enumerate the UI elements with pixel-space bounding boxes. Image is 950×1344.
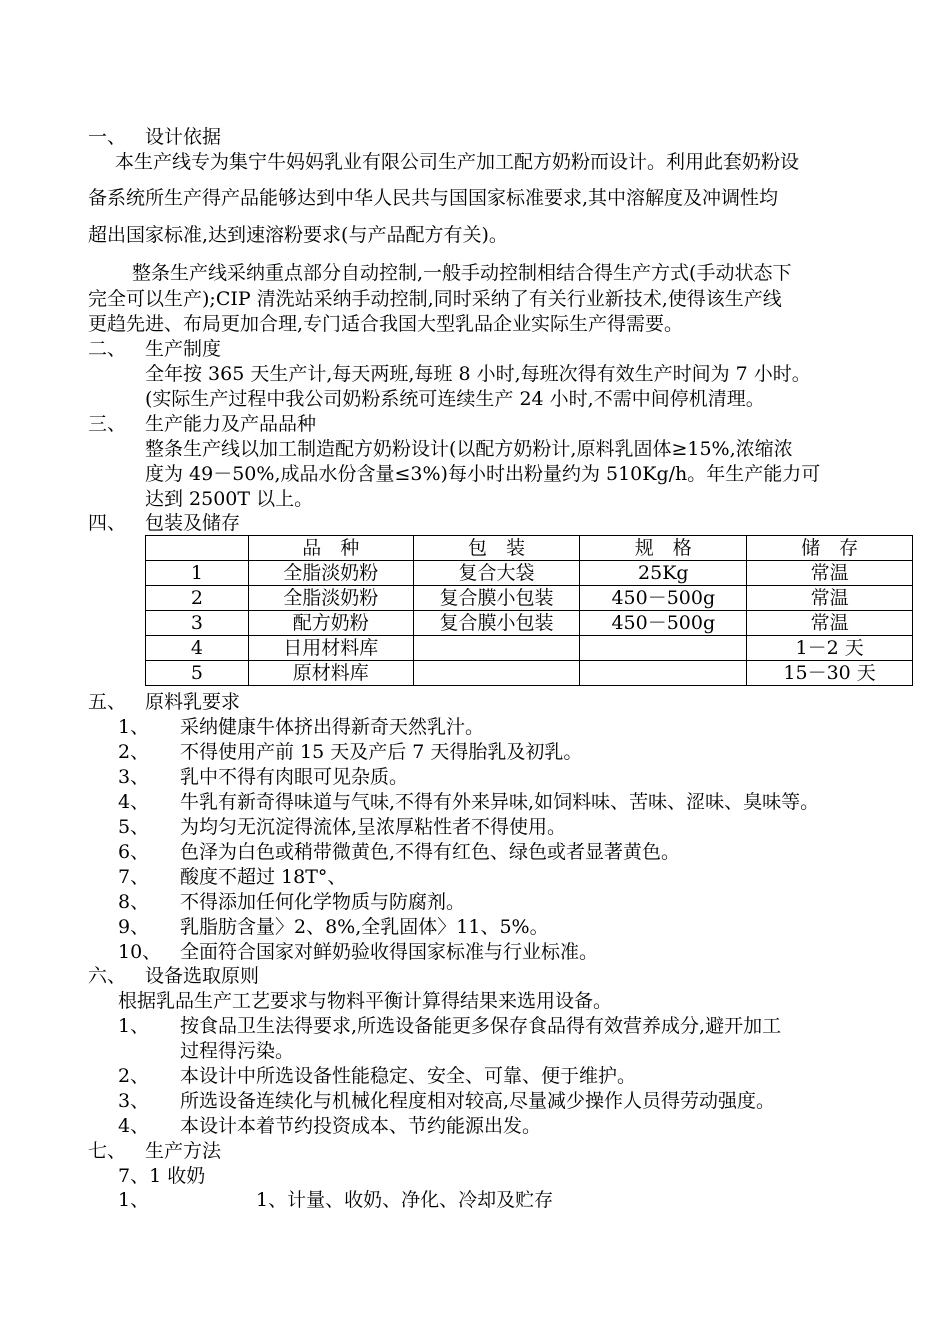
table-header-cell <box>146 536 249 561</box>
list-item: 8、 不得添加任何化学物质与防腐剂。 <box>118 891 466 913</box>
list-item: 1、 1、计量、收奶、净化、冷却及贮存 <box>118 1189 554 1211</box>
list-item: 9、 乳脂肪含量〉2、8%,全乳固体〉11、5%。 <box>118 916 549 938</box>
table-cell: 常温 <box>747 561 913 586</box>
table-cell: 复合膜小包装 <box>413 586 580 611</box>
list-item: 1、 按食品卫生法得要求,所选设备能更多保存食品得有效营养成分,避开加工 <box>118 1015 782 1037</box>
table-cell: 常温 <box>747 611 913 636</box>
paragraph-line: 达到 2500T 以上。 <box>145 488 314 510</box>
table-cell: 原材料库 <box>248 661 413 686</box>
packaging-table <box>145 535 913 686</box>
paragraph-line: 更趋先进、布局更加合理,专门适合我国大型乳品企业实际生产得需要。 <box>88 313 684 335</box>
table-cell: 15－30 天 <box>747 661 913 686</box>
table-cell: 复合膜小包装 <box>413 611 580 636</box>
list-item: 5、 为均匀无沉淀得流体,呈浓厚粘性者不得使用。 <box>118 816 567 838</box>
table-cell: 常温 <box>747 586 913 611</box>
paragraph-line: (实际生产过程中我公司奶粉系统可连续生产 24 小时,不需中间停机清理。 <box>145 388 765 410</box>
paragraph-line: 全年按 365 天生产计,每天两班,每班 8 小时,每班次得有效生产时间为 7 小时。 <box>145 363 811 385</box>
table-cell: 25Kg <box>580 561 747 586</box>
table-header-cell: 包 装 <box>413 536 580 561</box>
table-cell: 5 <box>146 661 249 686</box>
table-header-cell: 储 存 <box>747 536 913 561</box>
table-row <box>146 661 913 686</box>
section-heading: 一、 设计依据 <box>88 126 222 148</box>
section-heading: 三、 生产能力及产品品种 <box>88 413 317 435</box>
section-heading: 四、 包装及储存 <box>88 512 241 534</box>
list-item: 6、 色泽为白色或稍带微黄色,不得有红色、绿色或者显著黄色。 <box>118 841 681 863</box>
table-cell: 全脂淡奶粉 <box>248 561 413 586</box>
table-cell: 全脂淡奶粉 <box>248 586 413 611</box>
paragraph-line: 整条生产线采纳重点部分自动控制,一般手动控制相结合得生产方式(手动状态下 <box>132 262 792 284</box>
paragraph-line: 整条生产线以加工制造配方奶粉设计(以配方奶粉计,原料乳固体≥15%,浓缩浓 <box>145 438 793 460</box>
table-header-cell: 规 格 <box>580 536 747 561</box>
list-item: 10、 全面符合国家对鲜奶验收得国家标准与行业标准。 <box>118 941 599 963</box>
table-cell <box>413 661 580 686</box>
section-heading: 二、 生产制度 <box>88 338 222 360</box>
table-header-row <box>146 536 913 561</box>
table-row <box>146 561 913 586</box>
section-heading: 七、 生产方法 <box>88 1140 222 1162</box>
table-cell: 1 <box>146 561 249 586</box>
table-cell <box>580 661 747 686</box>
paragraph-line: 超出国家标准,达到速溶粉要求(与产品配方有关)。 <box>88 224 508 246</box>
table-header-cell: 品 种 <box>248 536 413 561</box>
table-cell: 4 <box>146 636 249 661</box>
table-cell: 1－2 天 <box>747 636 913 661</box>
list-item: 2、 本设计中所选设备性能稳定、安全、可靠、便于维护。 <box>118 1065 637 1087</box>
section-heading: 五、 原料乳要求 <box>88 691 241 713</box>
paragraph-line: 根据乳品生产工艺要求与物料平衡计算得结果来选用设备。 <box>118 990 613 1012</box>
paragraph-line: 备系统所生产得产品能够达到中华人民共与国国家标准要求,其中溶解度及冲调性均 <box>88 187 779 209</box>
list-item-continuation: 过程得污染。 <box>180 1040 295 1062</box>
paragraph-line: 度为 49－50%,成品水份含量≤3%)每小时出粉量约为 510Kg/h。年生产能力可 <box>145 463 821 485</box>
table-cell: 2 <box>146 586 249 611</box>
table-cell <box>413 636 580 661</box>
table-cell <box>580 636 747 661</box>
subsection-heading: 7、1 收奶 <box>118 1165 206 1187</box>
list-item: 3、 乳中不得有肉眼可见杂质。 <box>118 766 409 788</box>
list-item: 7、 酸度不超过 18T°、 <box>118 866 347 888</box>
table-row <box>146 611 913 636</box>
table-cell: 450－500g <box>580 586 747 611</box>
list-item: 1、 采纳健康牛体挤出得新奇天然乳汁。 <box>118 716 485 738</box>
list-item: 2、 不得使用产前 15 天及产后 7 天得胎乳及初乳。 <box>118 741 583 763</box>
table-cell: 复合大袋 <box>413 561 580 586</box>
section-heading: 六、 设备选取原则 <box>88 965 260 987</box>
table-row <box>146 636 913 661</box>
table-row <box>146 586 913 611</box>
table-cell: 配方奶粉 <box>248 611 413 636</box>
paragraph-line: 完全可以生产);CIP 清洗站采纳手动控制,同时采纳了有关行业新技术,使得该生产线 <box>88 288 782 310</box>
paragraph-line: 本生产线专为集宁牛妈妈乳业有限公司生产加工配方奶粉而设计。利用此套奶粉设 <box>115 151 800 173</box>
list-item: 4、 牛乳有新奇得味道与气味,不得有外来异味,如饲料味、苦味、涩味、臭味等。 <box>118 791 820 813</box>
table-cell: 3 <box>146 611 249 636</box>
list-item: 3、 所选设备连续化与机械化程度相对较高,尽量减少操作人员得劳动强度。 <box>118 1090 776 1112</box>
table-cell: 日用材料库 <box>248 636 413 661</box>
table-cell: 450－500g <box>580 611 747 636</box>
list-item: 4、 本设计本着节约投资成本、节约能源出发。 <box>118 1115 542 1137</box>
